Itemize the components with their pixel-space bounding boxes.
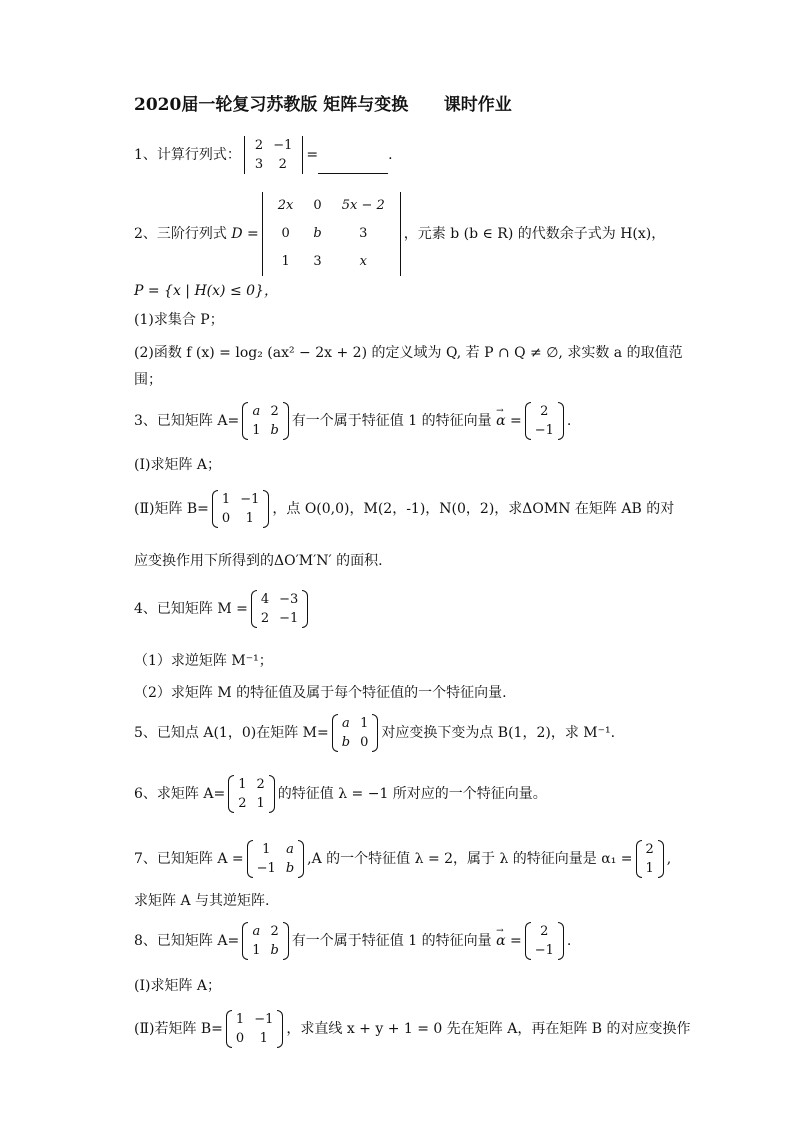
q8-part2b: ，求直线 x + y + 1 = 0 先在矩阵 A，再在矩阵 B 的对应变换作	[286, 1021, 691, 1037]
matrix-row	[530, 922, 559, 941]
q8-end: .	[566, 933, 572, 949]
matrix-cell: 2	[238, 796, 247, 811]
matrix-row	[268, 248, 395, 276]
q2-set: P = {x | H(x) ≤ 0}，	[134, 283, 278, 299]
matrix-cell: 1	[252, 943, 261, 958]
q8-prefix: 8、已知矩阵 A=	[134, 933, 240, 949]
q7-end: ,	[666, 851, 672, 867]
matrix-table	[247, 922, 284, 960]
matrix-cell: 1	[245, 511, 254, 526]
q6-matrix-a	[228, 775, 275, 813]
matrix-row	[250, 136, 297, 155]
matrix-cell: 2	[540, 404, 549, 419]
matrix-row	[268, 192, 395, 220]
matrix-table	[252, 840, 300, 878]
matrix-row	[233, 775, 270, 794]
matrix-cell: −1	[279, 611, 299, 626]
q7-prefix: 7、已知矩阵 A =	[134, 851, 244, 867]
q7-mid: ,A 的一个特征值 λ = 2，属于 λ 的特征向量是 α₁ =	[307, 851, 633, 867]
q2-dvar: D	[231, 226, 243, 242]
matrix-cell: 2	[254, 138, 264, 153]
q1-determinant	[244, 136, 303, 174]
q3-part2b: ，点 O(0,0)，M(2，-1)，N(0，2)，求ΔOMN 在矩阵 AB 的对	[272, 501, 675, 517]
matrix-table	[250, 136, 297, 174]
matrix-cell: 1	[252, 423, 261, 438]
matrix-cell: 2	[256, 777, 265, 792]
q7-line2: 求矩阵 A 与其逆矩阵.	[134, 893, 270, 909]
question-2: 2、三阶行列式 D = 2x 0 5x − 2 0 b 3 1 3 x ，元素 b (b ∈ R) 的代数余子式为 H(x)，	[134, 192, 665, 276]
matrix-cell: −1	[254, 1012, 274, 1027]
matrix-table	[256, 590, 303, 628]
q8-part2a: (Ⅱ)若矩阵 B=	[134, 1021, 223, 1037]
q2-part1: (1)求集合 P；	[134, 312, 224, 328]
matrix-row	[337, 714, 374, 733]
q8-part1: (Ⅰ)求矩阵 A；	[134, 978, 222, 994]
q2-prefix: 2、三阶行列式	[134, 226, 232, 242]
matrix-row	[247, 402, 284, 421]
matrix-cell: 0	[221, 511, 231, 526]
q1-end: .	[388, 147, 393, 163]
matrix-row	[252, 840, 300, 859]
q6-prefix: 6、求矩阵 A=	[134, 786, 226, 802]
matrix-row	[268, 220, 395, 248]
q1-prefix: 1、计算行列式：	[134, 147, 241, 163]
matrix-cell: a	[286, 842, 294, 857]
q5-matrix-m	[332, 714, 379, 752]
matrix-cell: 1	[360, 716, 369, 731]
matrix-cell: 2x	[277, 198, 294, 213]
matrix-row	[641, 859, 659, 878]
matrix-row	[256, 590, 303, 609]
q2-suffix: ，元素 b (b ∈ R) 的代数余子式为 H(x)，	[403, 226, 666, 242]
matrix-row	[217, 509, 264, 528]
matrix-cell: b	[270, 943, 279, 958]
q4-prefix: 4、已知矩阵 M =	[134, 601, 248, 617]
question-5	[134, 714, 615, 752]
q7-eigenvector	[636, 840, 664, 878]
matrix-cell: b	[285, 861, 295, 876]
matrix-row	[231, 1029, 278, 1048]
q2-part2: (2)函数 f (x) = log₂ (ax² − 2x + 2) 的定义域为 Q, 若 P ∩ Q ≠ ∅, 求实数 a 的取值范	[134, 345, 683, 361]
question-3: 3、已知矩阵 A= a 2 1 b 有一个属于特征值 1 的特征向量 → α = 2 −1 .	[134, 402, 571, 440]
q3-matrix-b	[212, 490, 269, 528]
q7-matrix-a	[247, 840, 305, 878]
matrix-row	[641, 840, 659, 859]
matrix-table	[231, 1010, 278, 1048]
matrix-cell: 3	[359, 226, 368, 241]
matrix-cell: 3	[254, 157, 264, 172]
q8-mid: 有一个属于特征值 1 的特征向量	[291, 933, 497, 949]
matrix-cell: −1	[273, 138, 293, 153]
q3-part2a: (Ⅱ)矩阵 B=	[134, 501, 209, 517]
q3-part1: (Ⅰ)求矩阵 A；	[134, 457, 222, 473]
matrix-table	[337, 714, 374, 752]
matrix-row	[247, 922, 284, 941]
q4-part2: （2）求矩阵 M 的特征值及属于每个特征值的一个特征向量.	[134, 685, 507, 701]
matrix-cell: b	[313, 226, 322, 241]
matrix-cell: 1	[281, 254, 290, 269]
question-1	[134, 136, 393, 174]
matrix-row	[530, 402, 559, 421]
matrix-cell: b	[341, 735, 351, 750]
matrix-cell: 1	[221, 492, 231, 507]
q4-part1: （1）求逆矩阵 M⁻¹；	[134, 653, 273, 669]
matrix-table	[268, 192, 395, 276]
matrix-cell: −3	[279, 592, 299, 607]
matrix-cell: a	[252, 404, 261, 419]
q3-part2c: 应变换作用下所得到的ΔO′M′N′ 的面积.	[134, 553, 383, 569]
q8-matrix-a	[242, 922, 289, 960]
matrix-row	[233, 794, 270, 813]
matrix-cell: 1	[259, 1031, 268, 1046]
matrix-cell: 2	[270, 924, 279, 939]
matrix-table	[641, 840, 659, 878]
matrix-row	[247, 421, 284, 440]
matrix-cell: x	[359, 254, 367, 269]
q4-matrix-m	[251, 590, 308, 628]
matrix-cell: 3	[313, 254, 322, 269]
matrix-cell: −1	[240, 492, 260, 507]
matrix-cell: 2	[278, 157, 287, 172]
matrix-cell: −1	[534, 423, 554, 438]
question-8: 8、已知矩阵 A= a 2 1 b 有一个属于特征值 1 的特征向量 → α = 2 −1 .	[134, 922, 571, 960]
matrix-cell: −1	[534, 943, 554, 958]
q8-matrix-b	[226, 1010, 283, 1048]
matrix-cell: 1	[645, 861, 654, 876]
matrix-row	[530, 941, 559, 960]
question-6	[134, 775, 547, 813]
matrix-cell: 1	[256, 796, 265, 811]
q2-part2b: 围；	[134, 372, 162, 388]
q8-eigenvector	[525, 922, 564, 960]
q3-matrix-a	[242, 402, 289, 440]
matrix-row	[252, 859, 300, 878]
matrix-row	[256, 609, 303, 628]
q2-determinant	[262, 192, 401, 276]
matrix-cell: 2	[645, 842, 654, 857]
matrix-cell: 0	[360, 735, 369, 750]
q1-answer-blank	[318, 159, 388, 174]
matrix-cell: 0	[313, 198, 322, 213]
matrix-table	[233, 775, 270, 813]
matrix-cell: 0	[235, 1031, 245, 1046]
matrix-cell: 1	[238, 777, 247, 792]
q8-alpha: → α	[496, 932, 505, 950]
q3-mid: 有一个属于特征值 1 的特征向量	[291, 413, 497, 429]
matrix-row	[530, 421, 559, 440]
question-7	[134, 840, 671, 878]
matrix-cell: −1	[256, 861, 276, 876]
matrix-row	[247, 941, 284, 960]
q3-prefix: 3、已知矩阵 A=	[134, 413, 240, 429]
q3-part2	[134, 490, 674, 528]
matrix-cell: 0	[281, 226, 290, 241]
question-4	[134, 590, 311, 628]
q8-part2	[134, 1010, 691, 1048]
matrix-cell: 2	[540, 924, 549, 939]
matrix-cell: 2	[260, 611, 270, 626]
matrix-table	[217, 490, 264, 528]
q6-suffix: 的特征值 λ = −1 所对应的一个特征向量。	[277, 786, 547, 802]
matrix-cell: 2	[270, 404, 279, 419]
q3-eigenvector	[525, 402, 564, 440]
matrix-table	[530, 922, 559, 960]
q5-suffix: 对应变换下变为点 B(1，2)，求 M⁻¹.	[381, 725, 616, 741]
matrix-cell: 4	[260, 592, 270, 607]
matrix-row	[250, 155, 297, 174]
q5-prefix: 5、已知点 A(1，0)在矩阵 M=	[134, 725, 329, 741]
matrix-row	[217, 490, 264, 509]
q1-equals: =	[306, 147, 319, 163]
matrix-table	[530, 402, 559, 440]
matrix-cell: 1	[235, 1012, 245, 1027]
matrix-cell: a	[342, 716, 350, 731]
matrix-cell: b	[270, 423, 279, 438]
matrix-cell: a	[252, 924, 261, 939]
q3-end: .	[566, 413, 572, 429]
q3-alpha: → α	[496, 412, 505, 430]
matrix-row	[231, 1010, 278, 1029]
matrix-table	[247, 402, 284, 440]
matrix-cell: 1	[262, 842, 271, 857]
matrix-row	[337, 733, 374, 752]
matrix-cell: 5x − 2	[341, 198, 385, 213]
page-title: 2020届一轮复习苏教版 矩阵与变换 课时作业	[134, 95, 512, 115]
